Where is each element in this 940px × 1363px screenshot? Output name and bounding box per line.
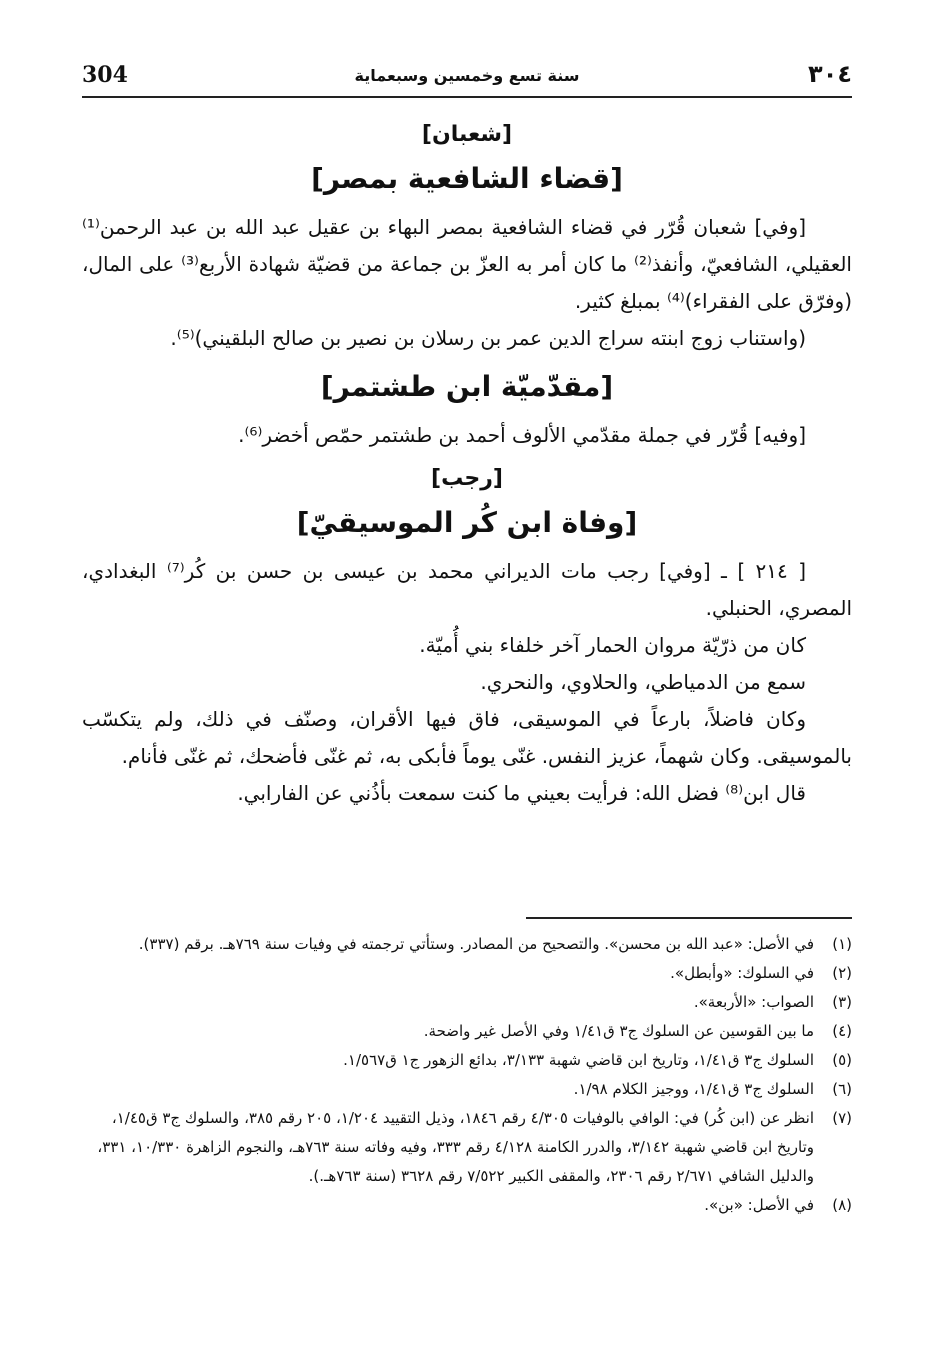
- footnote-text: ما بين القوسين عن السلوك ج٣ ق١/٤١ وفي الأصل غير واضحة.: [423, 1022, 814, 1040]
- footnote-item: [82, 959, 852, 988]
- running-title: سنة تسع وخمسين وسبعماية: [354, 66, 580, 85]
- footnote-item: [82, 988, 852, 1017]
- footnote-number: (٧): [832, 1109, 852, 1127]
- footnote-number: (٢): [832, 964, 852, 982]
- month-heading-shaban: [شعبان]: [421, 122, 513, 147]
- paragraph-entry-214: [ ٢١٤ ] ـ [وفي] رجب مات الديراني محمد بن عيسى بن حسن بن كُر⁽⁷⁾ البغدادي، المصري، الحنبلي.: [82, 559, 852, 620]
- footnote-item: [82, 930, 852, 959]
- paragraph-teachers: سمع من الدمياطي، والحلاوي، والنحري.: [480, 670, 806, 694]
- main-text: [82, 112, 852, 812]
- footnote-item: [82, 1017, 852, 1046]
- section-title-muqaddamiyya: [مقدّميّة ابن طشتمر]: [320, 370, 614, 403]
- footnote-text: في الأصل: «بن».: [704, 1196, 814, 1214]
- footnotes: [82, 930, 852, 1220]
- paragraph-quote: قال ابن⁽⁸⁾ فضل الله: فرأيت بعيني ما كنت سمعت بأذُني عن الفارابي.: [237, 781, 806, 805]
- paragraph-lineage: كان من ذرّيّة مروان الحمار آخر خلفاء بني أُميّة.: [419, 633, 806, 657]
- section-title-qada: [قضاء الشافعية بمصر]: [311, 162, 623, 195]
- footnote-number: (٣): [832, 993, 852, 1011]
- paragraph-qada: [وفي] شعبان قُرّر في قضاء الشافعية بمصر البهاء بن عقيل عبد الله بن عبد الرحمن⁽¹⁾ العقيلي، الشافعيّ، وأنفذ⁽²⁾ ما كان أمر به العزّ بن جماعة من قضيّة شهادة الأربع⁽³⁾ على المال، (وفرّق على الفقراء)⁽⁴⁾ بمبلغ كثير.: [82, 215, 852, 313]
- footnote-item: [82, 1104, 852, 1191]
- footnote-text: السلوك ج٣ ق١/٤١، ووجيز الكلام ١/٩٨.: [573, 1080, 814, 1098]
- footnote-number: (٨): [832, 1196, 852, 1214]
- month-heading-rajab: [رجب]: [431, 466, 503, 491]
- footnote-item: [82, 1046, 852, 1075]
- footnote-text: في الأصل: «عبد الله بن محسن». والتصحيح من المصادر. وستأتي ترجمته في وفيات سنة ٧٦٩هـ. برقم (٣٣٧).: [138, 935, 814, 953]
- footnote-number: (٤): [832, 1022, 852, 1040]
- footnote-number: (٥): [832, 1051, 852, 1069]
- paragraph-istinaba: (واستناب زوج ابنته سراج الدين عمر بن رسلان بن نصير بن صالح البلقيني)⁽⁵⁾.: [170, 326, 806, 350]
- footnote-number: (١): [832, 935, 852, 953]
- paragraph-music: وكان فاضلاً، بارعاً في الموسيقى، فاق فيها الأقران، وصنّف في ذلك، ولم يتكسّب بالموسيقى. وكان شهماً، عزيز النفس. غنّى يوماً فأبكى به، ثم غنّى فأضحك، ثم غنّى فأنام.: [82, 707, 852, 768]
- footnote-text: انظر عن (ابن كُر) في: الوافي بالوفيات ٤/٣٠٥ رقم ١٨٤٦، وذيل التقييد ١/٢٠٤، ٢٠٥ رقم ٣٨٥، والسلوك ج٣ ق١/٤٥، وتاريخ ابن قاضي شهبة ٣/١٤٢، والدرر الكامنة ٤/١٢٨ رقم ٣٣٣، وفيه وفاته سنة ٧٦٣هـ، والنجوم الزاهرة ١٠/٣٣٠، ٣٣١، والدليل الشافي ٢/٦٧١ رقم ٢٣٠٦، والمقفى الكبير ٧/٥٢٢ رقم ٣٦٢٨ (سنة ٧٦٣هـ.).: [97, 1109, 814, 1185]
- page-number-arabic: ٣٠٤: [808, 60, 852, 88]
- footnote-item: [82, 1075, 852, 1104]
- footnote-text: الصواب: «الأربعة».: [693, 993, 814, 1011]
- section-title-wafat: [وفاة ابن كُر الموسيقيّ]: [296, 506, 638, 539]
- footnote-number: (٦): [832, 1080, 852, 1098]
- footnote-text: في السلوك: «وأبطل».: [670, 964, 814, 982]
- footnote-text: السلوك ج٣ ق١/٤١، وتاريخ ابن قاضي شهبة ٣/١٣٣، بدائع الزهور ج١ ق١/٥٦٧.: [343, 1051, 814, 1069]
- page-header: [82, 60, 852, 98]
- footnote-item: [82, 1191, 852, 1220]
- paragraph-muqaddamiyya: [وفيه] قُرّر في جملة مقدّمي الألوف أحمد بن طشتمر حمّص أخضر⁽⁶⁾.: [238, 423, 806, 447]
- footnote-divider: [526, 917, 852, 919]
- page-number-latin: 304: [82, 62, 128, 88]
